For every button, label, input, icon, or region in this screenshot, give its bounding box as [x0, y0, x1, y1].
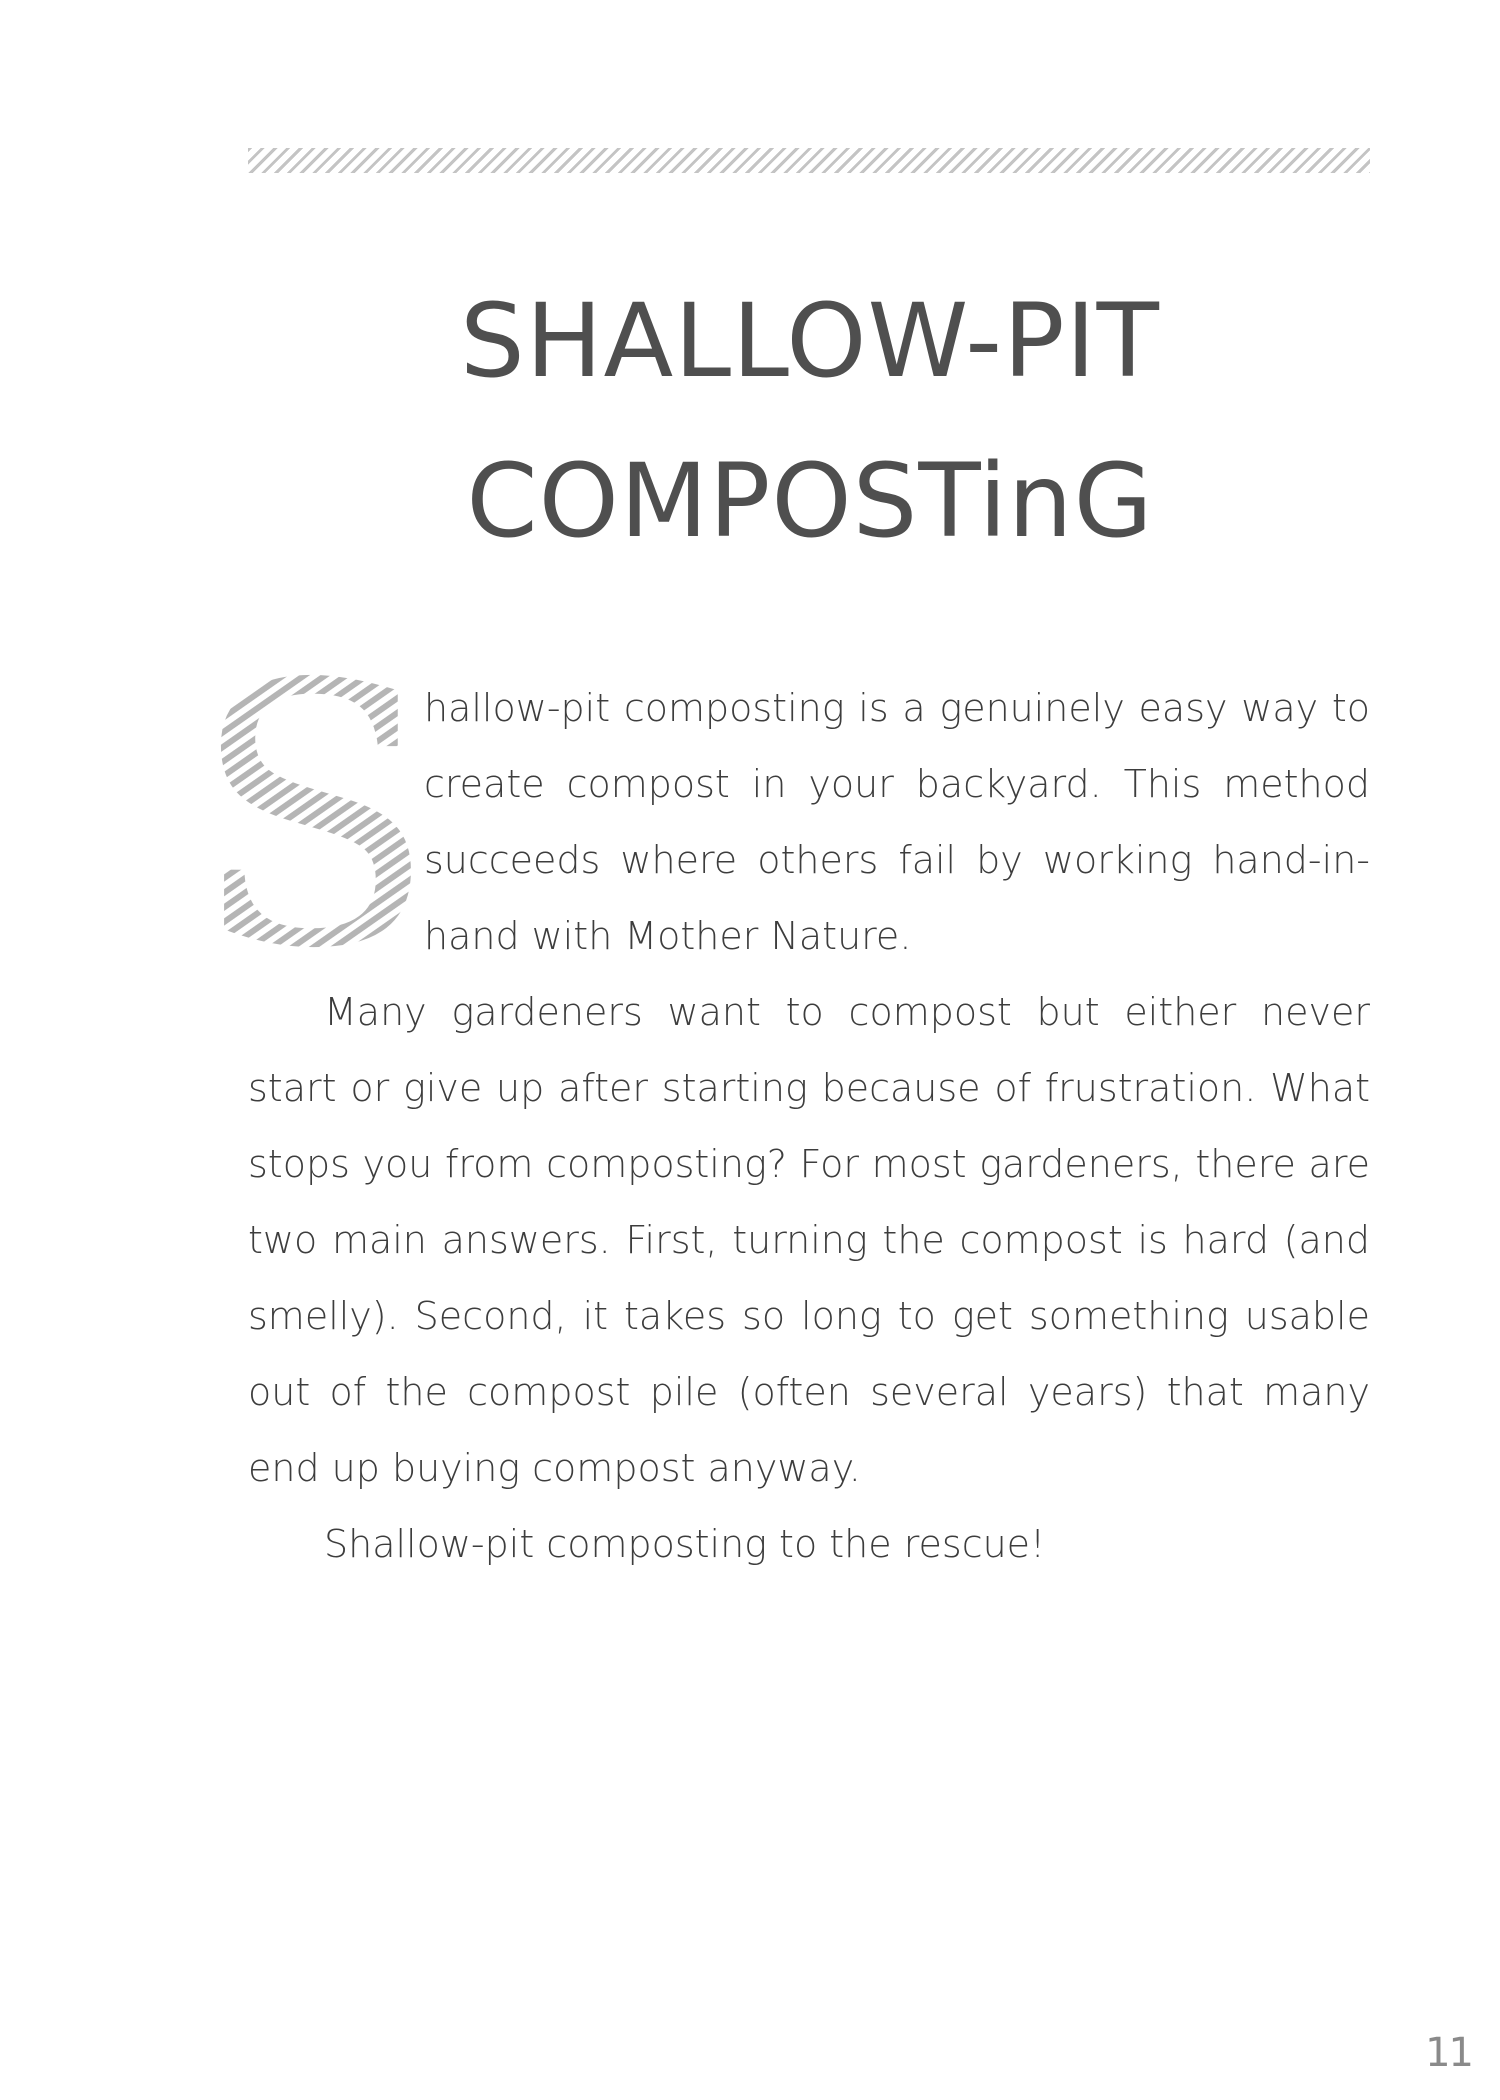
- paragraph-1: hallow-pit composting is a genuinely easy way to create compost in your backyard. This method succeeds where others fail by working hand-in-hand with Mother Nature.: [424, 686, 1370, 958]
- page-number: 11: [1425, 2030, 1472, 2076]
- chapter-title-line-1: SHALLOW-PIT: [460, 282, 1160, 401]
- body-text: [248, 670, 1370, 1582]
- paragraph-3: Shallow-pit composting to the rescue!: [324, 1522, 1046, 1566]
- svg-text:S: S: [190, 608, 438, 1027]
- chapter-title: [300, 262, 1320, 582]
- chapter-title-line-2: COMPOSTinG: [466, 442, 1154, 561]
- paragraph-2: Many gardeners want to compost but either never start or give up after starting because of frustration. What stops you from composting? For most gardeners, there are two main answers. First, turning the compost is hard (and smelly). Second, it takes so long to get something usable out of the compost pile (often several years) that many end up buying compost anyway.: [248, 990, 1370, 1490]
- decorative-hatch-bar: [248, 148, 1370, 173]
